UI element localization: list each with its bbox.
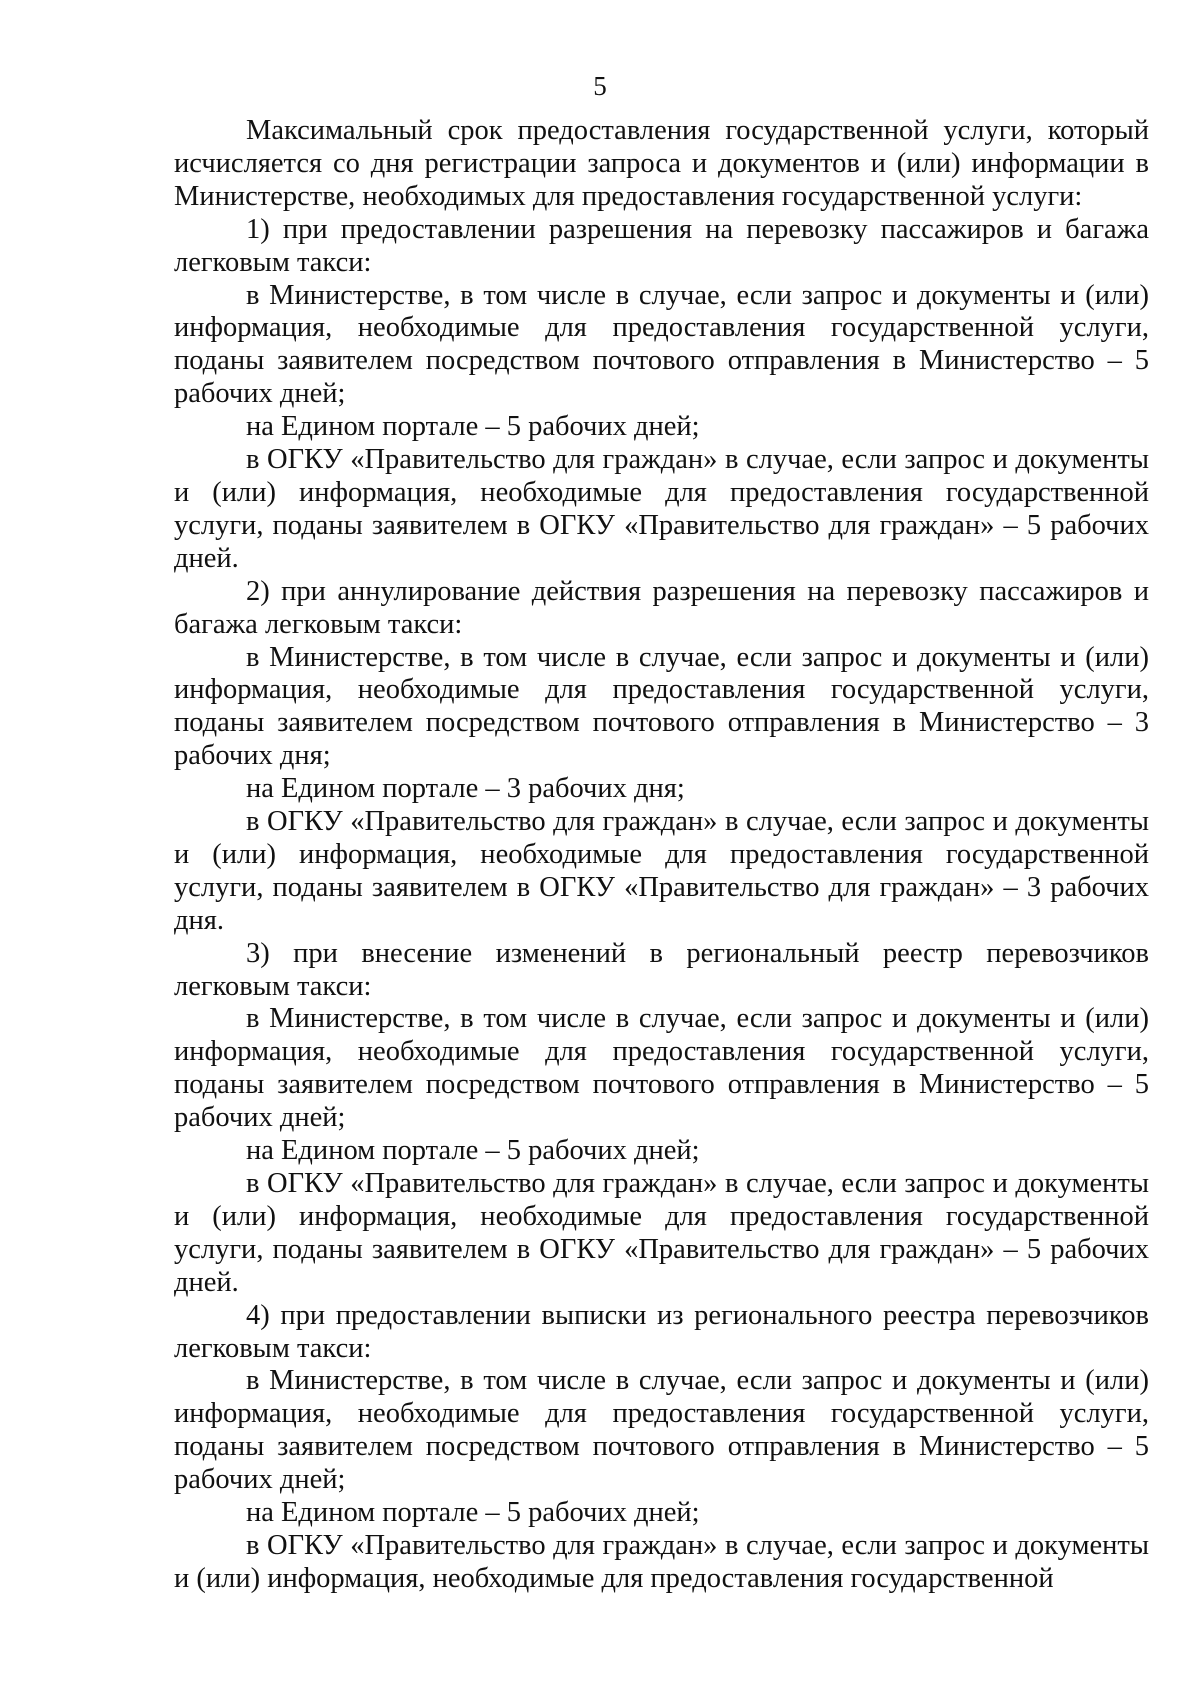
paragraph-item-2-ministry: в Министерстве, в том числе в случае, если запрос и документы и (или) информация, необходимые для предоставления государственной услуги, поданы заявителем посредством почтового отправления в Министерство – 3 рабочих дня;	[174, 641, 1149, 772]
paragraph-item-2-ogku: в ОГКУ «Правительство для граждан» в случае, если запрос и документы и (или) информация, необходимые для предоставления государственной услуги, поданы заявителем в ОГКУ «Правительство для граждан» – 3 рабочих дня.	[174, 806, 1149, 936]
paragraph-item-2-portal: на Едином портале – 3 рабочих дня;	[246, 773, 685, 805]
paragraph-item-2-heading: 2) при аннулирование действия разрешения на перевозку пассажиров и багажа легковым такси:	[174, 575, 1149, 640]
paragraph-item-4-heading: 4) при предоставлении выписки из регионального реестра перевозчиков легковым такси:	[174, 1299, 1149, 1364]
paragraph-item-4-ministry: в Министерстве, в том числе в случае, если запрос и документы и (или) информация, необходимые для предоставления государственной услуги, поданы заявителем посредством почтового отправления в Министерство – 5 рабочих дней;	[174, 1365, 1149, 1496]
paragraph-item-3-ogku: в ОГКУ «Правительство для граждан» в случае, если запрос и документы и (или) информация, необходимые для предоставления государственной услуги, поданы заявителем в ОГКУ «Правительство для граждан» – 5 рабочих дней.	[174, 1168, 1149, 1298]
page-number: 5	[593, 71, 607, 101]
paragraph-item-3-heading: 3) при внесение изменений в региональный реестр перевозчиков легковым такси:	[174, 937, 1149, 1002]
paragraph-item-4-portal: на Едином портале – 5 рабочих дней;	[246, 1497, 700, 1529]
paragraph-item-3-portal: на Едином портале – 5 рабочих дней;	[246, 1135, 700, 1167]
paragraph-item-1-ogku: в ОГКУ «Правительство для граждан» в случае, если запрос и документы и (или) информация, необходимые для предоставления государственной услуги, поданы заявителем в ОГКУ «Правительство для граждан» – 5 рабочих дней.	[174, 444, 1149, 574]
paragraph-max-term: Максимальный срок предоставления государственной услуги, который исчисляется со дня регистрации запроса и документов и (или) информации в Министерстве, необходимых для предоставления государственной услуги:	[174, 115, 1149, 212]
paragraph-item-1-heading: 1) при предоставлении разрешения на перевозку пассажиров и багажа легковым такси:	[174, 213, 1149, 278]
paragraph-item-3-ministry: в Министерстве, в том числе в случае, если запрос и документы и (или) информация, необходимые для предоставления государственной услуги, поданы заявителем посредством почтового отправления в Министерство – 5 рабочих дней;	[174, 1003, 1149, 1134]
paragraph-item-4-ogku: в ОГКУ «Правительство для граждан» в случае, если запрос и документы и (или) информация, необходимые для предоставления государственной	[174, 1529, 1149, 1594]
paragraph-item-1-ministry: в Министерстве, в том числе в случае, если запрос и документы и (или) информация, необходимые для предоставления государственной услуги, поданы заявителем посредством почтового отправления в Министерство – 5 рабочих дней;	[174, 279, 1149, 410]
paragraph-item-1-portal: на Едином портале – 5 рабочих дней;	[246, 411, 700, 443]
document-body	[174, 115, 1149, 1596]
